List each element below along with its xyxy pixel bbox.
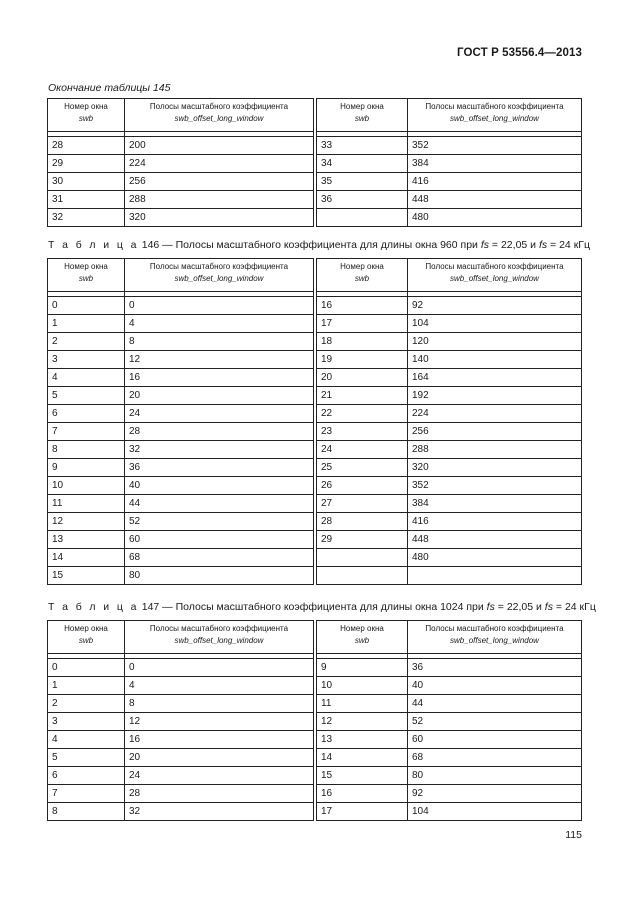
table-cell: 5 <box>48 387 125 405</box>
table-cell: 384 <box>408 495 582 513</box>
table-cell: 16 <box>315 785 408 803</box>
table-cell: 11 <box>48 495 125 513</box>
table-cell: 20 <box>315 369 408 387</box>
table-row <box>48 477 582 495</box>
col-header-scale-bands: Полосы масштабного коэффициента swb_offset_long_window <box>125 99 316 132</box>
table-row <box>48 695 582 713</box>
table-cell: 12 <box>125 351 316 369</box>
table-145-caption: Окончание таблицы 145 <box>48 82 171 94</box>
table-row <box>48 549 582 567</box>
table-row <box>48 297 582 315</box>
table-cell: 4 <box>125 315 316 333</box>
table-cell: 352 <box>408 477 582 495</box>
table-cell: 36 <box>125 459 316 477</box>
col-header-scale-bands: Полосы масштабного коэффициента swb_offset_long_window <box>408 259 582 292</box>
table-cell: 29 <box>48 155 125 173</box>
table-cell <box>315 567 408 585</box>
table-cell: 24 <box>125 767 316 785</box>
table-cell: 416 <box>408 173 582 191</box>
table-cell: 30 <box>48 173 125 191</box>
col-header-scale-bands: Полосы масштабного коэффициента swb_offset_long_window <box>408 99 582 132</box>
table-cell: 36 <box>315 191 408 209</box>
table-145 <box>47 98 582 227</box>
table-cell: 192 <box>408 387 582 405</box>
table-row <box>48 567 582 585</box>
table-cell: 28 <box>125 423 316 441</box>
table-cell: 31 <box>48 191 125 209</box>
table-row <box>48 677 582 695</box>
table-cell: 19 <box>315 351 408 369</box>
table-cell: 12 <box>48 513 125 531</box>
table-cell: 4 <box>125 677 316 695</box>
table-cell: 2 <box>48 695 125 713</box>
table-cell: 68 <box>125 549 316 567</box>
table-cell: 60 <box>125 531 316 549</box>
col-header-window-number: Номер окна swb <box>48 259 125 292</box>
table-cell: 29 <box>315 531 408 549</box>
table-cell: 352 <box>408 137 582 155</box>
table-cell: 24 <box>125 405 316 423</box>
table-row <box>48 351 582 369</box>
table-cell: 1 <box>48 315 125 333</box>
table-row <box>48 531 582 549</box>
col-header-window-number: Номер окна swb <box>48 621 125 654</box>
table-cell: 25 <box>315 459 408 477</box>
table-cell: 80 <box>125 567 316 585</box>
table-row <box>48 803 582 821</box>
table-cell: 13 <box>48 531 125 549</box>
table-cell: 164 <box>408 369 582 387</box>
table-cell: 3 <box>48 713 125 731</box>
table-cell: 15 <box>315 767 408 785</box>
table-cell: 20 <box>125 387 316 405</box>
col-header-scale-bands: Полосы масштабного коэффициента swb_offset_long_window <box>125 621 316 654</box>
table-row <box>48 731 582 749</box>
table-cell: 0 <box>125 659 316 677</box>
table-cell: 40 <box>125 477 316 495</box>
table-cell: 92 <box>408 297 582 315</box>
table-cell: 52 <box>125 513 316 531</box>
table-cell: 16 <box>125 731 316 749</box>
table-cell: 12 <box>315 713 408 731</box>
table-cell: 13 <box>315 731 408 749</box>
table-cell: 40 <box>408 677 582 695</box>
table-cell: 32 <box>125 441 316 459</box>
table-cell: 256 <box>125 173 316 191</box>
table-cell: 16 <box>315 297 408 315</box>
table-row <box>48 659 582 677</box>
table-cell: 52 <box>408 713 582 731</box>
table-row <box>48 749 582 767</box>
table-cell: 288 <box>125 191 316 209</box>
table-row <box>48 137 582 155</box>
table-cell: 0 <box>48 659 125 677</box>
table-row <box>48 405 582 423</box>
table-cell <box>408 567 582 585</box>
table-row <box>48 441 582 459</box>
table-cell: 17 <box>315 315 408 333</box>
table-cell: 24 <box>315 441 408 459</box>
table-cell: 200 <box>125 137 316 155</box>
table-cell: 0 <box>48 297 125 315</box>
table-cell: 15 <box>48 567 125 585</box>
table-cell <box>315 209 408 227</box>
table-cell: 32 <box>48 209 125 227</box>
table-cell: 27 <box>315 495 408 513</box>
table-row <box>48 209 582 227</box>
table-row <box>48 191 582 209</box>
table-row <box>48 713 582 731</box>
table-cell: 8 <box>125 695 316 713</box>
table-cell: 8 <box>48 441 125 459</box>
table-row <box>48 495 582 513</box>
table-cell: 5 <box>48 749 125 767</box>
table-row <box>48 155 582 173</box>
table-cell: 288 <box>408 441 582 459</box>
table-cell: 14 <box>315 749 408 767</box>
col-header-scale-bands: Полосы масштабного коэффициента swb_offset_long_window <box>408 621 582 654</box>
table-cell: 8 <box>125 333 316 351</box>
table-row <box>48 459 582 477</box>
table-cell: 21 <box>315 387 408 405</box>
table-cell: 28 <box>48 137 125 155</box>
table-147-caption: Т а б л и ц а 147 — Полосы масштабного коэффициента для длины окна 1024 при fs = 22,05 и fs = 24 кГц <box>48 601 596 613</box>
table-cell <box>315 549 408 567</box>
table-146-caption: Т а б л и ц а 146 — Полосы масштабного коэффициента для длины окна 960 при fs = 22,05 и fs = 24 кГц <box>48 239 590 251</box>
table-cell: 11 <box>315 695 408 713</box>
table-cell: 7 <box>48 785 125 803</box>
col-header-window-number: Номер окна swb <box>315 259 408 292</box>
table-cell: 6 <box>48 405 125 423</box>
document-code: ГОСТ Р 53556.4—2013 <box>457 47 582 59</box>
table-cell: 448 <box>408 191 582 209</box>
table-row <box>48 369 582 387</box>
table-cell: 10 <box>315 677 408 695</box>
table-row <box>48 333 582 351</box>
table-cell: 8 <box>48 803 125 821</box>
table-cell: 28 <box>315 513 408 531</box>
table-cell: 20 <box>125 749 316 767</box>
table-cell: 32 <box>125 803 316 821</box>
table-cell: 28 <box>125 785 316 803</box>
col-header-window-number: Номер окна swb <box>48 99 125 132</box>
table-cell: 6 <box>48 767 125 785</box>
table-cell: 12 <box>125 713 316 731</box>
table-cell: 44 <box>408 695 582 713</box>
table-cell: 104 <box>408 803 582 821</box>
table-cell: 18 <box>315 333 408 351</box>
table-cell: 480 <box>408 549 582 567</box>
table-cell: 36 <box>408 659 582 677</box>
table-cell: 14 <box>48 549 125 567</box>
col-header-scale-bands: Полосы масштабного коэффициента swb_offset_long_window <box>125 259 316 292</box>
table-cell: 9 <box>48 459 125 477</box>
table-row <box>48 767 582 785</box>
table-cell: 256 <box>408 423 582 441</box>
table-cell: 140 <box>408 351 582 369</box>
table-147 <box>47 620 582 821</box>
table-cell: 448 <box>408 531 582 549</box>
table-cell: 26 <box>315 477 408 495</box>
table-cell: 120 <box>408 333 582 351</box>
table-cell: 35 <box>315 173 408 191</box>
table-cell: 224 <box>408 405 582 423</box>
table-cell: 10 <box>48 477 125 495</box>
table-row <box>48 785 582 803</box>
table-cell: 4 <box>48 369 125 387</box>
table-cell: 68 <box>408 749 582 767</box>
table-cell: 480 <box>408 209 582 227</box>
table-row <box>48 423 582 441</box>
table-cell: 16 <box>125 369 316 387</box>
table-cell: 23 <box>315 423 408 441</box>
table-cell: 80 <box>408 767 582 785</box>
table-cell: 416 <box>408 513 582 531</box>
table-cell: 92 <box>408 785 582 803</box>
table-cell: 320 <box>125 209 316 227</box>
table-cell: 3 <box>48 351 125 369</box>
table-cell: 34 <box>315 155 408 173</box>
table-cell: 224 <box>125 155 316 173</box>
table-row <box>48 513 582 531</box>
col-header-window-number: Номер окна swb <box>315 621 408 654</box>
table-cell: 60 <box>408 731 582 749</box>
table-cell: 2 <box>48 333 125 351</box>
table-row <box>48 173 582 191</box>
table-cell: 9 <box>315 659 408 677</box>
table-cell: 17 <box>315 803 408 821</box>
table-cell: 44 <box>125 495 316 513</box>
col-header-window-number: Номер окна swb <box>315 99 408 132</box>
table-cell: 7 <box>48 423 125 441</box>
table-cell: 384 <box>408 155 582 173</box>
table-cell: 0 <box>125 297 316 315</box>
table-cell: 1 <box>48 677 125 695</box>
table-row <box>48 387 582 405</box>
table-cell: 320 <box>408 459 582 477</box>
table-cell: 4 <box>48 731 125 749</box>
table-cell: 22 <box>315 405 408 423</box>
table-146 <box>47 258 582 585</box>
table-cell: 104 <box>408 315 582 333</box>
table-row <box>48 315 582 333</box>
table-cell: 33 <box>315 137 408 155</box>
page-number: 115 <box>565 829 582 841</box>
